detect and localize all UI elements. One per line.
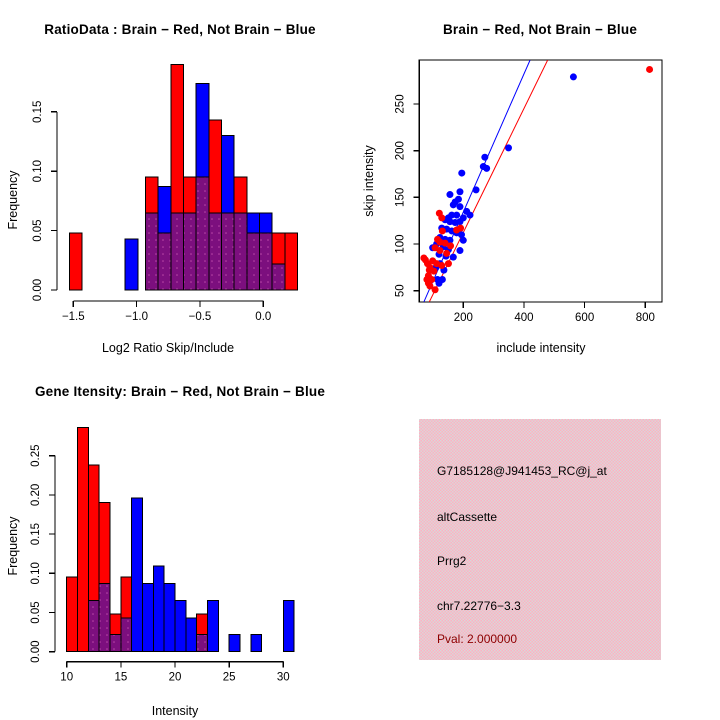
tick-label: 10 [60, 671, 74, 684]
red-data-point [457, 225, 464, 232]
red-data-point [646, 66, 653, 73]
red-histogram-bar [67, 577, 78, 651]
tick-label: 30 [276, 671, 290, 684]
tick-label: 15 [114, 671, 128, 684]
tick-label: 0.0 [255, 311, 272, 323]
scatter-points [420, 66, 653, 293]
x-axis [62, 301, 271, 323]
tick-label: 400 [514, 312, 534, 324]
tick-label: 0.00 [32, 278, 44, 302]
plot-box [419, 60, 662, 302]
tick-label: 0.10 [32, 160, 44, 183]
histogram-bars [67, 427, 294, 651]
tick-label: 0.00 [30, 640, 42, 663]
tick-label: 800 [635, 312, 655, 324]
blue-histogram-bar [164, 583, 175, 651]
tick-label: 50 [394, 284, 407, 298]
blue-histogram-bar [229, 634, 240, 651]
probe-id-text: G7185128@J941453_RC@j_at [437, 464, 607, 478]
overlap-histogram-bar [247, 233, 260, 290]
red-histogram-bar [69, 233, 82, 290]
blue-histogram-bar [175, 601, 186, 652]
blue-data-point [439, 276, 446, 283]
overlap-histogram-bar [197, 634, 208, 651]
blue-data-point [446, 191, 453, 198]
location-text: chr7.22776−3.3 [437, 599, 521, 613]
red-data-point [430, 268, 437, 275]
gene-name-text: Prrg2 [437, 554, 467, 568]
overlap-histogram-bar [145, 213, 158, 290]
tick-label: −1.0 [125, 311, 148, 323]
tick-label: −0.5 [188, 311, 212, 323]
tick-label: 0.20 [30, 483, 42, 507]
blue-histogram-bar [125, 239, 138, 290]
intensity-scatter-x-axis-label: include intensity [496, 341, 586, 355]
overlap-histogram-bar [99, 583, 110, 651]
red-data-point [432, 286, 439, 293]
red-data-point [438, 262, 445, 269]
event-type-text: altCassette [437, 510, 498, 524]
blue-data-point [460, 214, 467, 221]
tick-label: 0.10 [30, 562, 42, 585]
blue-histogram-bar [153, 566, 164, 651]
overlap-histogram-bar [234, 213, 247, 290]
tick-label: 0.25 [30, 444, 42, 467]
blue-data-point [456, 203, 463, 210]
tick-label: 0.05 [30, 601, 42, 624]
ratio-histogram-title: RatioData : Brain − Red, Not Brain − Blue [44, 22, 316, 37]
intensity-scatter-panel [360, 0, 720, 360]
blue-data-point [481, 154, 488, 161]
blue-histogram-bar [132, 498, 143, 652]
ratio-histogram-plot [0, 0, 360, 360]
ratio-histogram-y-axis-label: Frequency [6, 170, 20, 230]
x-axis [454, 302, 655, 324]
overlap-histogram-bar [110, 634, 121, 651]
red-histogram-bar [78, 427, 89, 651]
tick-label: 20 [168, 671, 182, 684]
gene-intensity-y-axis-label: Frequency [6, 516, 20, 576]
overlap-histogram-bar [88, 601, 99, 652]
blue-data-point [450, 254, 457, 261]
tick-label: 0.15 [30, 522, 42, 546]
blue-data-point [456, 188, 463, 195]
tick-label: 200 [394, 141, 407, 161]
gene-intensity-x-axis-label: Intensity [151, 704, 199, 718]
tick-label: 0.15 [32, 100, 44, 123]
red-data-point [436, 247, 443, 254]
overlap-histogram-bar [183, 213, 196, 290]
blue-histogram-bar [283, 601, 294, 652]
red-data-point [438, 214, 445, 221]
tick-label: 250 [394, 94, 407, 114]
blue-data-point [483, 165, 490, 172]
blue-histogram-bar [186, 618, 197, 652]
red-data-point [439, 227, 446, 234]
tick-label: 0.05 [32, 219, 44, 242]
x-axis [60, 662, 289, 684]
overlap-histogram-bar [158, 233, 171, 290]
gene-intensity-histogram-panel [0, 360, 360, 720]
tick-label: 600 [575, 312, 595, 324]
blue-data-point [473, 186, 480, 193]
overlap-histogram-bar [209, 213, 222, 290]
red-histogram-bar [285, 233, 298, 290]
overlap-histogram-bar [221, 213, 234, 290]
overlap-histogram-bar [259, 233, 272, 290]
blue-histogram-bar [251, 634, 262, 651]
red-data-point [443, 250, 450, 257]
blue-data-point [453, 212, 460, 219]
blue-data-point [460, 237, 467, 244]
ratio-histogram-x-axis-label: Log2 Ratio Skip/Include [101, 341, 235, 355]
tick-label: −1.5 [61, 311, 85, 323]
gene-info-box [419, 419, 661, 660]
y-axis [30, 445, 55, 663]
blue-data-point [505, 144, 512, 151]
blue-histogram-bar [143, 583, 154, 651]
tick-label: 200 [453, 312, 473, 324]
red-data-point [428, 276, 435, 283]
y-axis [32, 101, 57, 302]
overlap-histogram-bar [121, 618, 132, 652]
blue-histogram-bar [207, 601, 218, 652]
blue-data-point [455, 196, 462, 203]
blue-data-point [570, 73, 577, 80]
blue-data-point [466, 212, 473, 219]
overlap-histogram-bar [272, 264, 285, 290]
overlap-histogram-bar [196, 177, 209, 290]
tick-label: 150 [394, 187, 407, 207]
intensity-scatter-y-axis-label: skip intensity [362, 145, 376, 217]
intensity-scatter-title: Brain − Red, Not Brain − Blue [442, 22, 638, 37]
gene-intensity-histogram-plot [0, 360, 360, 720]
blue-data-point [458, 170, 465, 177]
red-data-point [447, 242, 454, 249]
histogram-bars [69, 64, 297, 290]
gene-intensity-histogram-title: Gene Itensity: Brain − Red, Not Brain − Blue [34, 384, 326, 399]
overlap-histogram-bar [171, 213, 184, 290]
red-data-point [445, 260, 452, 267]
intensity-scatter-plot [360, 0, 720, 360]
blue-data-point [456, 247, 463, 254]
ratio-histogram-panel [0, 0, 360, 360]
tick-label: 25 [222, 671, 236, 684]
y-axis [394, 94, 419, 297]
pval-text: Pval: 2.000000 [437, 632, 518, 646]
tick-label: 100 [394, 234, 407, 254]
